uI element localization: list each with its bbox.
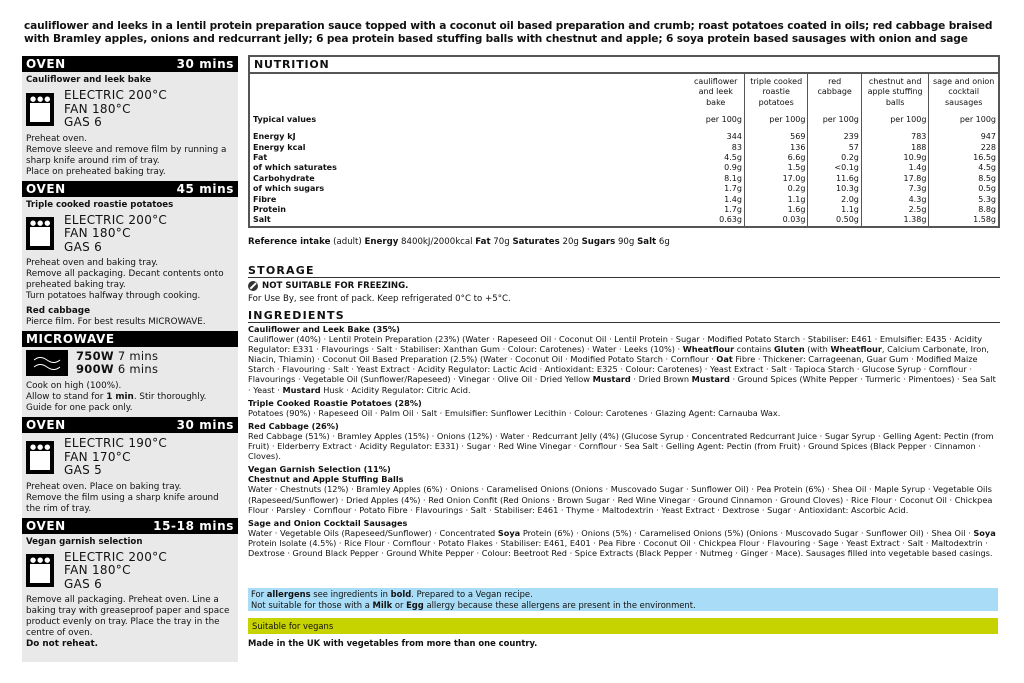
reference-intake: Reference intake (adult) Energy 8400kJ/2000kcal Fat 70g Saturates 20g Sugars 90g Salt 6g (248, 237, 670, 247)
electric-temp: ELECTRIC 200°C (64, 88, 168, 102)
nutrition-row: of which saturates 0.9g 1.5g <0.1g 1.4g 4.5g (253, 163, 996, 173)
nutrition-value: 1.1g (744, 195, 808, 205)
nutrition-value: 0.2g (744, 184, 808, 194)
oven-icon: ●●● (26, 217, 54, 250)
nutrition-value: 4.5g (929, 163, 998, 173)
nutrition-row: Fat 4.5g 6.6g 0.2g 10.9g 16.5g (253, 153, 996, 163)
oven-icon: ●●● (26, 93, 54, 126)
instructions: Preheat oven. Place on baking tray. Remove the film using a sharp knife around the rim of tray. (26, 481, 219, 514)
nutrition-value: 6.6g (744, 153, 808, 163)
nutrition-value: 228 (929, 143, 998, 153)
nutrition-row: Energy kJ 344 569 239 783 947 (253, 132, 996, 142)
nutrition-value: 2.5g (861, 205, 929, 215)
nutrition-value: 17.0g (744, 174, 808, 184)
nutrition-value: 1.1g (808, 205, 861, 215)
ingredients-list: Cauliflower and Leek Bake (35%) Cauliflower (40%) · Lentil Protein Preparation (23%) (Water · Rapeseed Oil · Coconut Oil · Lentil Protein · Sugar · Modified Potato Starch · Stabiliser: E461 · Emulsifier: E435 · Acidity Regulator: E331 · Flavourings · Salt · Stabiliser: Xanthan Gum · Colour: Carotenes) · Water · Leeks (10%) · Wheatflour contains Gluten (with Wheatflour, Calcium Carbonate, Iron, Niacin, Thiamin) · Coconut Oil Based Preparation (2.5%) (Water · Coconut Oil · Modified Potato Starch · Cornflour · Oat Fibre · Thickener: Carrageenan, Guar Gum · Modified Maize Starch · Flavouring · Salt · Yeast Extract · Acidity Regulator: Lactic Acid · Antioxidant: E325 · Colour: Carotenes) · Yeast Extract · Salt · Tapioca Starch · Glucose Syrup · Cornflour · Flavourings · Vegetable Oil (Sunflower/Rapeseed) · Vinegar · Olive Oil · Dried Yellow Mustard · Dried Brown Mustard · Ground Spices (White Pepper · Turmeric · Pimentoes) · Sea Salt · Yeast · Mustard Husk · Acidity Regulator: Citric Acid. Triple Cooked Roastie Potatoes (28%) Potatoes (90%) · Rapeseed Oil · Palm Oil · Salt · Emulsifier: Sunflower Lecithin · Colour: Carotenes · Glazing Agent: Carnauba Wax. Red Cabbage (26%) Red Cabbage (51%) · Bramley Apples (15%) · Onions (12%) · Water · Redcurrant Jelly (4%) (Glucose Syrup · Concentrated Redcurrant Juice · Sugar Syrup · Gelling Agent: Pectin (from Fruit) · Elderberry Extract · Acidity Regulator: E331) · Sugar · Red Wine Vinegar · Cornflour · Sea Salt · Gelling Agent: Pectin (from Fruit) · Ground Spices (Black Pepper · Cinnamon · Cloves). Vegan Garnish Selection (11%) Chestnut and Apple Stuffing Balls Water · Chestnuts (12%) · Bramley Apples (6%) · Onions · Caramelised Onions (Onions · Muscovado Sugar · Sunflower Oil) · Pea Protein (6%) · Shea Oil · Maple Syrup · Vegetable Oils (Rapeseed/Sunflower) · Dried Apples (4%) · Red Onion Confit (Red Onions · Brown Sugar · Red Wine Vinegar · Ground Cinnamon · Ground Cloves) · Rice Flour · Coconut Oil · Chickpea Flour · Parsley · Cornflour · Potato Fibre · Flavourings · Salt · Stabiliser: E461 · Thyme · Maltodextrin · Yeast Extract · Dextrose · Sugar · Antioxidant: Ascorbic Acid. Sage and Onion Cocktail Sausages Water · Vegetable Oils (Rapeseed/Sunflower) · Concentrated Soya Protein (6%) · Onions (5%) · Caramelised Onions (5%) (Onions · Muscovado Sugar · Sunflower Oil) · Shea Oil · Soya Protein Isolate (4.5%) · Rice Flour · Cornflour · Potato Flakes · Stabiliser: E461, E401 · Pea Fibre · Coconut Oil · Chickpea Flour · Flavouring · Sage · Yeast Extract · Salt · Maltodextrin · Dextrose · Ground Black Pepper · Ground White Pepper · Colour: Beetroot Red · Spice Extracts (Black Pepper · Nutmeg · Ginger · Mace). Sausages filled into vegetable based casings. (248, 324, 996, 558)
nutrition-table: NUTRITION cauliflower and leek bake triple cooked roastie potatoes red cabbage chestnut and apple stuffing balls sage and onion cocktail sausages Typical values per 100g per 100g per 100g per 100g per 100g Energy kJ 344 569 239 783 947 Energy kcal 83 136 57 188 228 Fat 4.5g 6.6g 0.2g 10.9g 16.5g of which saturates 0.9g 1.5g <0.1g 1.4g 4.5g Carbohydrate 8.1g 17.0g 11.6g 17.8g 8.5g of which sugars 1.7g 0.2g 10.3g 7.3g 0.5g Fibre 1.4g 1.1g 2.0g 4.3g 5.3g Protein 1.7g 1.6g 1.1g 2.5g 8.8g Salt 0.63g 0.03g 0.50g 1.38g 1.58g (248, 55, 1000, 228)
nutrition-value: 0.9g (724, 163, 742, 173)
nutrition-value: 8.1g (724, 173, 742, 183)
cook-time: 30 mins (176, 57, 234, 71)
item-name: Red cabbage (26, 306, 91, 316)
oven-band-4: OVEN 15-18 mins (22, 518, 238, 534)
nutrition-value: 783 (861, 132, 929, 142)
nutrition-value: 5.3g (929, 195, 998, 205)
nutrition-value: 1.4g (861, 163, 929, 173)
nutrition-value: 1.7g (724, 184, 742, 194)
nutrition-value: 188 (861, 143, 929, 153)
nutrition-value: 0.50g (808, 215, 861, 225)
nutrition-value: 569 (744, 132, 808, 142)
gas-mark: GAS 6 (64, 115, 103, 129)
no-freeze-icon (248, 281, 258, 291)
nutrition-row: of which sugars 1.7g 0.2g 10.3g 7.3g 0.5g (253, 184, 996, 194)
nutrition-value: 4.3g (861, 195, 929, 205)
oven-band-3: OVEN 30 mins (22, 417, 238, 433)
nutrition-value: 8.5g (929, 174, 998, 184)
nutrition-value: 0.03g (744, 215, 808, 225)
nutrition-value: 239 (808, 132, 861, 142)
nutrition-row: Fibre 1.4g 1.1g 2.0g 4.3g 5.3g (253, 194, 996, 204)
freezing-warning: NOT SUITABLE FOR FREEZING. (248, 281, 408, 291)
cooking-instructions-panel: OVEN 30 mins Cauliflower and leek bake ●●● ELECTRIC 200°C FAN 180°C GAS 6 Preheat oven. Remove sleeve and remove film by running a sharp knife around rim of tray. Place on preheated baking tray. OVEN 45 mins Triple cooked roastie potatoes ●●● ELECTRIC 200°C FAN 180°C GAS 6 Preheat oven and baking tray. Remove all packaging. Decant contents onto preheated baking tray. Turn potatoes halfway through cooking. Red cabbage Pierce film. For best results MICROWAVE. MICROWAVE 750W 7 mins 900W 6 mins Cook on high (100%). Allow to stand for 1 min. Stir thoroughly. Guide for one pack only. OVEN 30 mins ●●● ELECTRIC 190°C FAN 170°C GAS 5 Preheat oven. Place on baking tray. Remove the film using a sharp knife around the rim of tray. OVEN 15-18 mins Vegan garnish selection ●●● ELECTRIC 200°C FAN 180°C GAS 6 Remove all packaging. Preheat oven. Line a baking tray with greaseproof paper and space product evenly on tray. Place the tray in the centre of oven. Do not reheat. (22, 56, 238, 662)
nutrition-value: 0.63g (719, 215, 742, 225)
nutrition-value: 947 (929, 132, 998, 142)
instructions: Preheat oven and baking tray. Remove all packaging. Decant contents onto preheated baking tray. Turn potatoes halfway through cooking. Red cabbage Pierce film. For best results MICROWAVE. (22, 256, 238, 331)
origin-statement: Made in the UK with vegetables from more than one country. (248, 638, 538, 648)
nutrition-value: <0.1g (808, 163, 861, 173)
column-header: triple cooked roastie potatoes (744, 74, 808, 108)
nutrition-row: Protein 1.7g 1.6g 1.1g 2.5g 8.8g (253, 205, 996, 215)
nutrition-row: Carbohydrate 8.1g 17.0g 11.6g 17.8g 8.5g (253, 173, 996, 183)
item-name: Vegan garnish selection (26, 536, 143, 547)
nutrition-value: 10.3g (808, 184, 861, 194)
nutrition-value: 57 (808, 143, 861, 153)
fan-temp: FAN 180°C (64, 101, 131, 116)
storage-heading: STORAGE (248, 264, 1000, 278)
ingredients-heading: INGREDIENTS (248, 309, 1000, 323)
nutrition-value: 4.5g (724, 153, 742, 163)
microwave-band: MICROWAVE (22, 331, 238, 347)
nutrition-value: 17.8g (861, 174, 929, 184)
nutrition-value: 0.5g (929, 184, 998, 194)
product-description: cauliflower and leeks in a lentil protein preparation sauce topped with a coconut oil based preparation and crumb; roast potatoes coated in oils; red cabbage braised with Bramley apples, onions and redcurrant jelly; 6 pea protein based stuffing balls with chestnut and apple; 6 soya protein based sausages with onion and sage (24, 20, 993, 45)
nutrition-value: 7.3g (861, 184, 929, 194)
item-name: Cauliflower and leek bake (26, 75, 152, 85)
oven-icon: ●●● (26, 441, 54, 474)
instructions: Cook on high (100%). Allow to stand for 1 min. Stir thoroughly. Guide for one pack only. (26, 381, 207, 413)
column-header: cauliflower and leek bake (693, 77, 738, 107)
nutrition-value: 8.8g (929, 205, 998, 215)
nutrition-value: 344 (726, 132, 742, 142)
instructions: Preheat oven. Remove sleeve and remove film by running a sharp knife around rim of tray. Place on preheated baking tray. (26, 133, 227, 177)
nutrition-value: 136 (744, 143, 808, 153)
nutrition-heading: NUTRITION (250, 57, 998, 74)
typical-values-label: Typical values (253, 115, 317, 125)
column-header: chestnut and apple stuffing balls (861, 74, 929, 108)
microwave-icon (26, 350, 68, 376)
nutrition-value: 1.7g (724, 205, 742, 215)
nutrition-value: 2.0g (808, 195, 861, 205)
nutrition-value: 1.4g (724, 194, 742, 204)
nutrition-value: 1.6g (744, 205, 808, 215)
instructions: Remove all packaging. Preheat oven. Line a baking tray with greaseproof paper and space product evenly on tray. Place the tray in the centre of oven. Do not reheat. (26, 595, 230, 649)
nutrition-value: 83 (731, 142, 742, 152)
nutrition-value: 11.6g (808, 174, 861, 184)
oven-band-2: OVEN 45 mins (22, 181, 238, 197)
nutrition-row: Salt 0.63g 0.03g 0.50g 1.38g 1.58g (253, 215, 996, 225)
storage-text: For Use By, see front of pack. Keep refrigerated 0°C to +5°C. (248, 294, 511, 304)
column-header: sage and onion cocktail sausages (929, 74, 998, 108)
vegan-badge: Suitable for vegans (248, 618, 998, 634)
nutrition-value: 0.2g (808, 153, 861, 163)
nutrition-value: 1.38g (861, 215, 929, 225)
method-label: OVEN (26, 57, 66, 71)
nutrition-value: 1.58g (929, 215, 998, 225)
item-name: Triple cooked roastie potatoes (26, 199, 174, 210)
oven-icon: ●●● (26, 554, 54, 587)
allergy-advice: For allergens see ingredients in bold. Prepared to a Vegan recipe. Not suitable for those with a Milk or Egg allergy because these allergens are present in the environment. (248, 588, 998, 611)
oven-band-1 (22, 56, 238, 72)
nutrition-row: Energy kcal 83 136 57 188 228 (253, 142, 996, 152)
nutrition-value: 16.5g (929, 153, 998, 163)
column-header: red cabbage (808, 74, 861, 108)
nutrition-value: 10.9g (861, 153, 929, 163)
nutrition-value: 1.5g (744, 163, 808, 173)
